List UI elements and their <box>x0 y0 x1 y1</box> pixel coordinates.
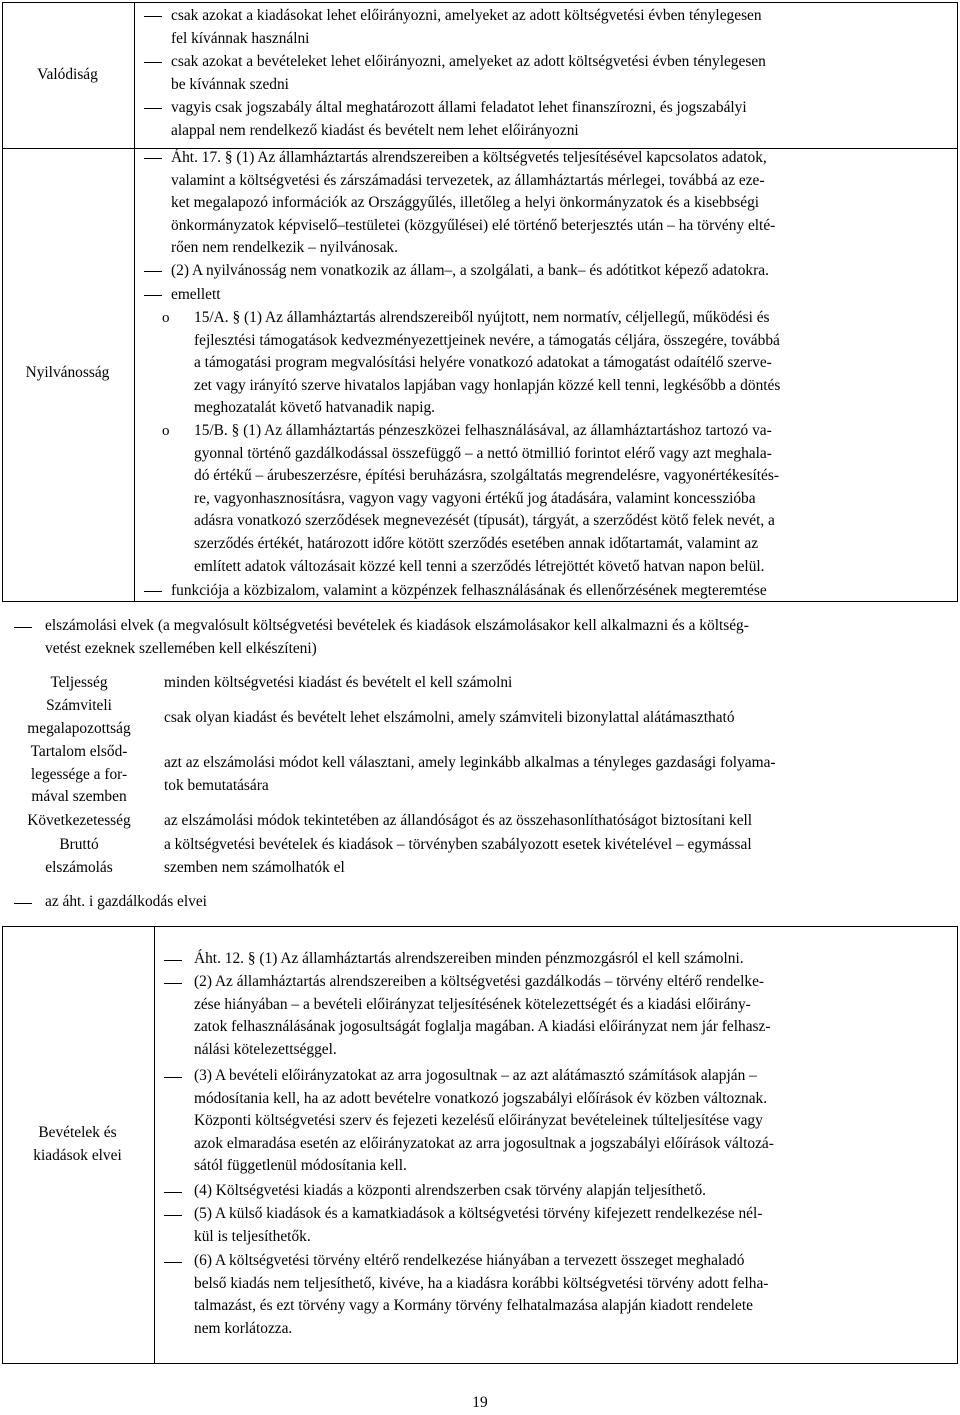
bevetelek-label: Bevételek és kiadások elvei <box>33 1124 122 1164</box>
row-label-teljesseg: Teljesség <box>50 674 108 691</box>
aht-elvek-text: az áht. i gazdálkodás elvei <box>45 893 207 910</box>
dash-bullet <box>164 983 182 984</box>
valodisag-item-1: csak azokat a kiadásokat lehet előirányozni, amelyeket az adott költségvetési évben ténylegesen fel kívánnak használni <box>171 7 762 47</box>
dash-bullet <box>144 62 162 63</box>
funkcio-text: funkciója a közbizalom, valamint a közpénzek felhasználásának és ellenőrzésének megteremtése <box>171 582 767 599</box>
aht17-paragraph: Áht. 17. § (1) Az államháztartás alrendszereiben a költségvetés teljesítésével kapcsolatos adatok, valamint a költségvetési és zárszámadási tervezetek, az államháztartás mérlegei, továbbá az eze- ket megalapozó információk az Országgyűlés, illetőleg a helyi önkormányzatok és a kisebbségi önkormányzatok képviselő–testületei (közgyűlései) elé történő beterjesztés után – ha törvény elté- rően nem rendelkezik – nyilvánosak. <box>171 149 776 257</box>
row-text-brutto: a költségvetési bevételek és kiadások – törvényben szabályozott esetek kivételével – egymással szemben nem számolhatók el <box>164 836 752 876</box>
dash-bullet <box>144 591 162 592</box>
aht12-item-2: (2) Az államháztartás alrendszereiben a költségvetési gazdálkodás – törvény eltérő rendelke- zése hiányában – a bevételi előirányzat teljesítésének kötelezettségét és a kiadási előirány- zatok felhasználásának jogosultságát foglalja magában. A kiadási előirányzat nem jár felhasz- nálási kötelezettséggel. <box>194 973 771 1058</box>
circle-bullet-icon: o <box>162 423 170 439</box>
dash-bullet <box>14 903 32 904</box>
valodisag-label: Valódiság <box>37 66 98 83</box>
dash-bullet <box>144 158 162 159</box>
dash-bullet <box>164 1077 182 1078</box>
valodisag-item-2: csak azokat a bevételeket lehet előirányozni, amelyeket az adott költségvetési évben ténylegesen be kívánnak szedni <box>171 53 766 93</box>
aht12-item-4: (4) Költségvetési kiadás a központi alrendszerben csak törvény alapján teljesíthető. <box>194 1182 706 1199</box>
aht12-item-5: (5) A külső kiadások és a kamatkiadások a költségvetési törvény kifejezett rendelkezése nél- kül is teljesíthetők. <box>194 1205 763 1245</box>
row-text-tartalom: azt az elszámolási módot kell választani, amely leginkább alkalmas a tényleges gazdasági folyama- tok bemutatására <box>164 754 776 794</box>
aht12-item-1: Áht. 12. § (1) Az államháztartás alrendszereiben minden pénzmozgásról el kell számolni. <box>194 950 744 967</box>
dash-bullet <box>144 295 162 296</box>
emellett-text: emellett <box>171 286 221 303</box>
nyilvanossag-item-2: (2) A nyilvánosság nem vonatkozik az állam–, a szolgálati, a bank– és adótitkot képező adatokra. <box>171 262 769 279</box>
dash-bullet <box>164 960 182 961</box>
row-label-szamviteli: Számviteli megalapozottság <box>27 697 131 737</box>
row-label-brutto: Bruttó elszámolás <box>45 836 113 876</box>
circle-bullet-icon: o <box>162 310 170 326</box>
aht15a-paragraph: 15/A. § (1) Az államháztartás alrendszereiből nyújtott, nem normatív, céljellegű, működési és fejlesztési támogatások kedvezményezettjeinek nevére, a támogatás céljára, összegére, továbbá a támogatási program megvalósítási helyére vonatkozó adatokat a támogatást odaítélő szerve- zet vagy irányító szerve hivatalos lapjában vagy honlapján közzé kell tenni, legkésőbb a döntés meghozatalát követő hatvanadik napig. <box>194 309 781 417</box>
row-text-szamviteli: csak olyan kiadást és bevételt lehet elszámolni, amely számviteli bizonylattal alátámasztható <box>164 709 735 726</box>
aht15b-paragraph: 15/B. § (1) Az államháztartás pénzeszközei felhasználásával, az államháztartáshoz tartozó va- gyonnal történő gazdálkodással összefüggő – a nettó ötmillió forintot elérő vagy azt meghala- dó értékű – árubeszerzésre, építési beruházásra, szolgáltatás megrendelésre, vagyonértékesítés- re, vagyonhasznosításra, vagyon vagy vagyoni értékű jog átadására, valamint koncesszióba adásra vonatkozó szerződések megnevezését (típusát), tárgyát, a szerződést kötő felek nevét, a szerződés értékét, határozott időre kötött szerződés esetében annak időtartamát, valamint az említett adatok változásait közzé kell tenni a szerződés létrejöttét követő hatvan napon belül. <box>194 422 779 575</box>
dash-bullet <box>164 1262 182 1263</box>
row-text-teljesseg: minden költségvetési kiadást és bevételt el kell számolni <box>164 674 513 691</box>
dash-bullet <box>164 1192 182 1193</box>
dash-bullet <box>164 1215 182 1216</box>
row-label-kovetkezetesseg: Következetesség <box>27 812 131 829</box>
valodisag-item-3: vagyis csak jogszabály által meghatározott állami feladatot lehet finanszírozni, és jogszabályi alappal nem rendelkező kiadást és bevételt nem lehet előirányozni <box>171 99 747 139</box>
dash-bullet <box>144 16 162 17</box>
page-number: 19 <box>472 1394 488 1411</box>
row-label-tartalom: Tartalom elsőd- legessége a for- mával szemben <box>30 743 128 806</box>
nyilvanossag-label: Nyilvánosság <box>25 364 110 381</box>
dash-bullet <box>144 108 162 109</box>
dash-bullet <box>14 627 32 628</box>
aht12-item-6: (6) A költségvetési törvény eltérő rendelkezése hiányában a tervezett összeget meghaladó belső kiadás nem teljesíthető, kivéve, ha a kiadásra korábbi költségvetési törvény adott felha- talmazást, és ezt törvény vagy a Kormány törvény felhatalmazása alapján kiadott rendelete nem korlátozza. <box>194 1252 769 1337</box>
dash-bullet <box>144 271 162 272</box>
elszamolasi-intro: elszámolási elvek (a megvalósult költségvetési bevételek és kiadások elszámolásakor kell alkalmazni és a költség- vetést ezeknek szellemében kell elkészíteni) <box>45 617 749 657</box>
row-text-kovetkezetesseg: az elszámolási módok tekintetében az állandóságot és az összehasonlíthatóságot biztosítani kell <box>164 812 753 829</box>
aht12-item-3: (3) A bevételi előirányzatokat az arra jogosultnak – az azt alátámasztó számítások alapján – módosítania kell, ha az adott bevételre vonatkozó jogszabályi előírások év közben változnak. Központi költségvetési szerv és fejezeti kezelésű előirányzat bevételeinek túlteljesítése vagy azok elmaradása esetén az előirányzatokat az arra jogosultnak a jogszabályi előírások változá- sától függetlenül módosítania kell. <box>194 1067 774 1175</box>
